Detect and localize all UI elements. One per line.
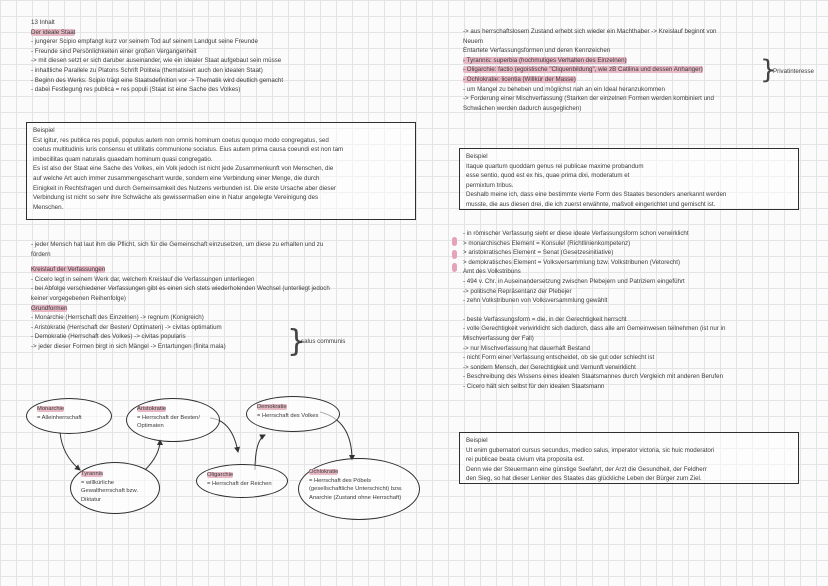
note-line: keiner vorgegebenen Reihenfolge): [31, 294, 126, 302]
note-line: - volle Gerechtigkeit verwirklicht sich dadurch, dass alle am Gemeinwesen teilnehmen (ist nur in: [463, 325, 726, 333]
box-line: coetus multitudinis iuris consensu et utilitatis communione sociatus. Eius autem prima causa coeundi est non tam: [33, 146, 344, 154]
box-line: Es ist also der Staat eine Sache des Volkes, ein Volk jedoch ist nicht jede Zusammenkunft von Menschen, die: [33, 165, 334, 173]
note-line: - 494 v. Chr. in Auseinandersetzung zwischen Plebejern und Patriziern eingeführt: [463, 277, 685, 285]
box-line: imbecillitas quam naturalis quaedam hominum quasi congregatio.: [33, 155, 213, 163]
ochlokratie-bubble: Ochlokratie = Herrschaft des Pöbels (gesellschaftliche Unterschicht) bzw. Anarchie (Zustand ohne Herrschaft): [298, 458, 420, 520]
note-line: fördern: [31, 250, 51, 258]
brace-icon: }: [287, 324, 307, 359]
section-heading: 13 Inhalt: [31, 19, 55, 26]
note-line: - jeder Mensch hat laut ihm die Pflicht, sich für die Gemeinschaft einzusetzen, um diese zu erhalten und zu: [31, 241, 324, 248]
box-line: Est igitur, res publica res populi, populus autem non omnis hominum coetus quoquo modo congregatus, sed: [33, 136, 329, 144]
salus-label: salus communis: [301, 338, 346, 345]
note-line: -> sondern Mensch, der Gerechtigkeit und Vernunft verwirklicht: [463, 363, 636, 371]
note-line: - nicht Form einer Verfassung entscheidet, ob sie gut oder schlecht ist: [463, 354, 655, 362]
highlight-marks: [452, 237, 457, 276]
note-line: Neuem: [463, 37, 483, 45]
box-line: auf welche Art auch immer zusammengescharrt wurde, sondern eine Verbindung einer Menge, die durch: [33, 174, 320, 182]
note-line: > monarchisches Element = Konsule! (Richtlinienkompetenz): [463, 239, 631, 247]
note-line: -> aus herrschaftslosem Zustand erhebt sich wieder ein Machthaber -> Kreislauf beginnt von: [463, 28, 717, 35]
note-line: - Beschreibung des Wissens eines idealen Staatsmannes durch Vergleich mit anderen Berufen: [463, 373, 724, 381]
forms-heading: Grundformen: [31, 304, 68, 312]
example-box-right-1: [459, 148, 799, 210]
note-line: - Beginn des Werks: Scipio trägt eine Staatsdefinition vor -> Thematik wird deutlich gemacht: [31, 76, 284, 84]
box-line: Denn wie der Steuermann eine günstige Seefahrt, der Arzt die Gesundheit, der Feldherr: [466, 465, 707, 473]
box-line: Menschen.: [33, 203, 64, 211]
box-line: Deshalb meine ich, dass eine bestimmte vierte Form des Staates besonders anerkannt werden: [466, 191, 727, 199]
note-line: - in römischer Verfassung sieht er diese ideale Verfassungsform schon verwirklicht: [463, 230, 689, 237]
box-line: Verbindung ist nicht so sehr ihre Schwäche als gewissermaßen eine in Natur angelegte Vereinigung des: [33, 194, 319, 202]
right-top-notes: [463, 27, 716, 113]
note-line: -> politische Repräsentanz der Plebejer: [463, 287, 572, 295]
box-line: musste, die aus diesen drei, die ich zuerst erwähnte, maßvoll eingerichtet und gemischt ist.: [466, 200, 716, 208]
brace-icon: }: [760, 55, 777, 85]
note-line: -> nur Mischverfassung hat dauerhaft Bestand: [463, 344, 591, 352]
form-line: - Demokratie (Herrschaft des Volkes) -> civitas popularis: [31, 333, 186, 341]
tyrannis-bubble: Tyrannis = willkürliche Gewaltherrschaft bzw. Diktatur: [70, 462, 160, 514]
monarchie-bubble: Monarchie = Alleinherrschaft: [26, 398, 112, 434]
note-line: -> Forderung einer Mischverfassung (Starken der einzelnen Formen werden kombiniert und: [463, 95, 714, 103]
box-title: Beispiel: [466, 437, 488, 444]
box-title: Beispiel: [33, 127, 55, 134]
note-line: - bei Abfolge verschiedener Verfassungen gibt es einen sich stets wiederholenden Wechsel (unterliegt jedoch: [31, 285, 330, 293]
box-line: permixtum tribus.: [466, 181, 514, 189]
cycle-heading: Kreislauf der Verfassungen: [31, 266, 106, 274]
note-line: Entartete Verfassungsformen und deren Kennzeichen: [463, 47, 611, 55]
note-line: Schwächen werden dadurch ausgeglichen): [463, 104, 582, 112]
note-line: > demokratisches Element = Volksversammlung bzw. Volkstribunen (Vetorecht): [463, 258, 681, 266]
box-title: Beispiel: [466, 153, 488, 160]
subtitle: Der ideale Staat: [31, 28, 76, 36]
box-line: Ut enim gubernatori cursus secundus, medico salus, imperator victoria, sic huic moderatori: [466, 446, 715, 454]
note-line: - zehn Volkstribunen von Volksversammlung gewählt: [463, 297, 608, 305]
note-line: [463, 306, 725, 315]
note-line: > aristokratisches Element = Senat (Gesetzesinitiative): [463, 249, 614, 257]
note-line: - Tyrannis: superbia (hochmutiges Verhalten des Einzelnen): [463, 56, 627, 64]
example-box-right-2: [459, 432, 799, 484]
box-line: rei publicae beata civium vita proposita est.: [466, 456, 585, 464]
note-line: - Cicero legt in seinem Werk dar, welchem Kreislauf die Verfassungen unterliegen: [31, 275, 255, 283]
form-line: -> jeder dieser Formen birgt in sich Mängel -> Entartungen (finita mala): [31, 342, 226, 350]
right-mid-notes: [463, 229, 725, 392]
box-line: den Sieg, so hat dieser Lenker des Staates das glückliche Leben der Bürger zum Ziel.: [466, 475, 702, 483]
note-line: - dabei Festlegung res publica = res populi (Staat ist eine Sache des Volkes): [31, 86, 241, 94]
privatinteresse-label: Privatinteresse: [773, 68, 814, 75]
aristokratie-bubble: Aristokratie = Herrschaft der Besten/ Optimaten: [126, 398, 220, 442]
demokratie-bubble: Demokratie = Herrschaft des Volkes: [246, 396, 340, 432]
note-line: - inhaltliche Parallele zu Platons Schrift Politeia (thematisiert auch den idealen Staat): [31, 66, 263, 74]
oligarchie-bubble: Oligarchie = Herrschaft der Reichen: [196, 464, 288, 498]
note-line: - um Mangel zu beheben und möglichst nah an ein Ideal heranzukommen: [463, 85, 665, 93]
form-line: - Aristokratie (Herrschaft der Besten/ Optimaten) -> civitas optimatium: [31, 323, 222, 331]
note-line: - Ochlokratie: licentia (Willkür der Masse): [463, 75, 576, 83]
note-line: -> mit diesen setzt er sich daruber auseinander, wie ein idealer Staat aufgebaut sein müsse: [31, 57, 282, 65]
note-line: - beste Verfassungsform = die, in der Gerechtigkeit herrscht: [463, 315, 627, 323]
note-line: Mischverfassung der Fall): [463, 334, 534, 342]
box-line: Einigkeit in Rechtsfragen und durch Gemeinsamkeit des Nutzens verbunden ist. Die erste Ursache aber dieser: [33, 184, 336, 192]
box-line: esse sentio, quod est ex his, quae prima dixi, moderatum et: [466, 172, 630, 180]
note-line: - Freunde sind Persönlichkeiten einer großen Vergangenheit: [31, 47, 197, 55]
form-line: - Monarchie (Herrschaft des Einzelnen) -> regnum (Konigreich): [31, 314, 204, 322]
note-line: - Oligarchie: factio (egoistische "Cliquenbildung", wie zB Catilina und dessen Anhanger): [463, 66, 703, 74]
note-line: - Cicero hält sich selbst für den idealen Staatsmann: [463, 382, 605, 390]
note-line: - jungerer Scipio empfangt kurz vor seinem Tod auf seinem Landgut seine Freunde: [31, 38, 258, 46]
box-line: Itaque quartum quoddam genus rei publicae maxime probandum: [466, 162, 644, 170]
note-line: Amt des Volkstribuns: [463, 268, 521, 276]
